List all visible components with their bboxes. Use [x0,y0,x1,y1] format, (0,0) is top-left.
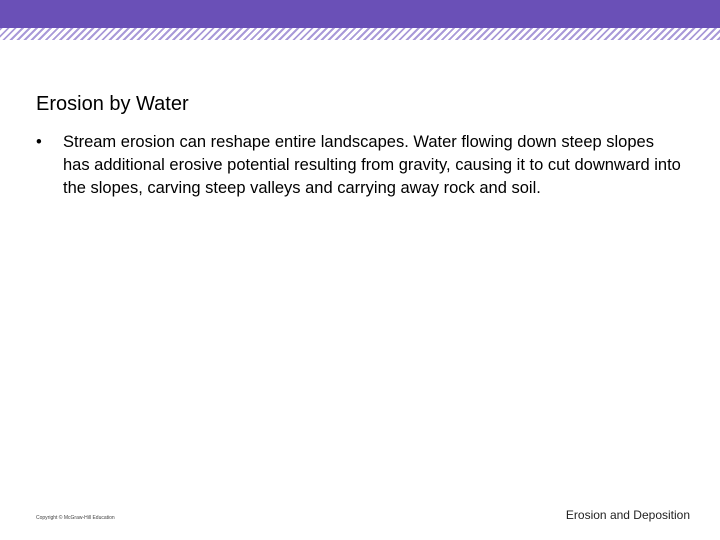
bullet-item [36,131,686,200]
copyright-notice: Copyright © McGraw-Hill Education [36,515,115,521]
bullet-text: Stream erosion can reshape entire landscapes. Water flowing down steep slopes has additional erosive potential resulting from gravity, causing it to cut downward into the slopes, carving steep valleys and carrying away rock and soil. [63,133,681,197]
slide-title: Erosion by Water [36,93,189,115]
bullet-mark: • [36,133,42,151]
header-hatch-strip [0,28,720,40]
footer-topic: Erosion and Deposition [565,508,690,522]
header-band [0,0,720,28]
bullet-list [36,131,686,200]
